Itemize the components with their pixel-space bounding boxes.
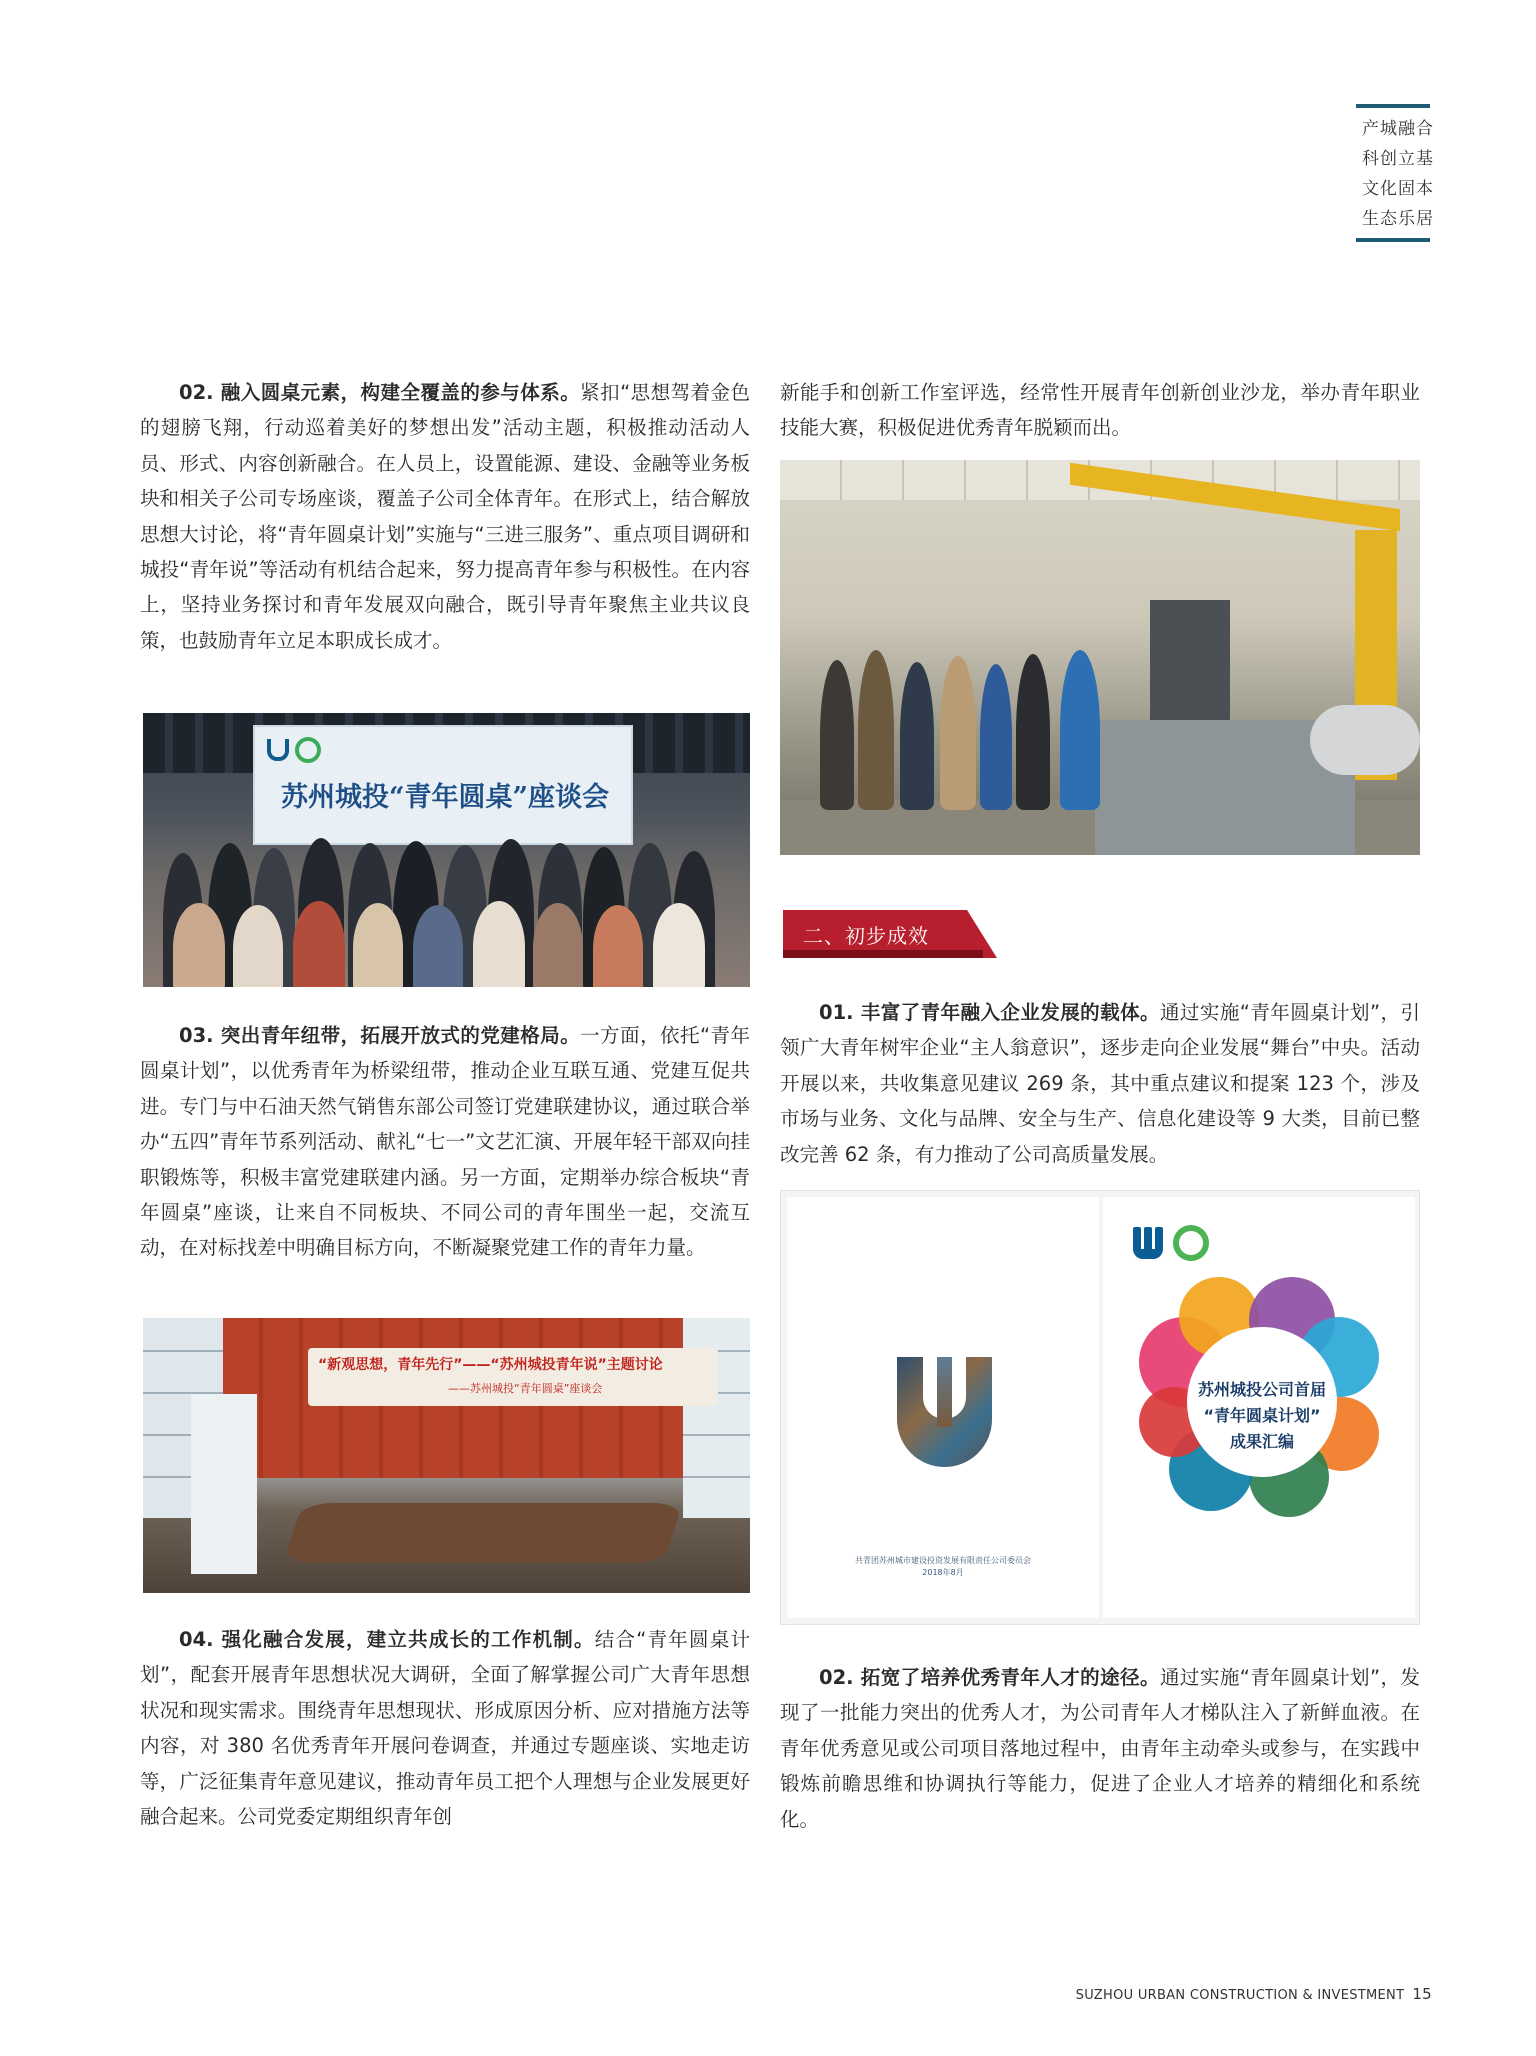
company-logo-icon (295, 737, 321, 763)
meeting-banner-subtitle: ——苏州城投“青年圆桌”座谈会 (448, 1382, 603, 1395)
right-column-block-2 (780, 995, 1420, 1172)
brochure-org-name: 共青团苏州城市建设投资发展有限责任公司委员会 (855, 1556, 1031, 1565)
meeting-banner (308, 1348, 718, 1406)
page-number: 15 (1412, 1985, 1432, 2003)
logo-arm (1144, 1227, 1152, 1251)
section-heading-shadow (783, 950, 983, 958)
person-figure (413, 905, 463, 987)
ventilation-duct (1310, 705, 1420, 775)
paragraph-result-02-body: 通过实施“青年圆桌计划”，发现了一批能力突出的优秀人才，为公司青年人才梯队注入了新鲜血液。在青年优秀意见或公司项目落地过程中，由青年主动牵头或参与，在实践中锻炼前瞻思维和协调执行等能力，促进了企业人才培养的精细化和系统化。 (780, 1666, 1420, 1831)
person-figure (940, 656, 976, 810)
left-column-block-2 (140, 1018, 750, 1266)
person-figure (233, 905, 283, 987)
brochure-date: 2018年8月 (922, 1568, 964, 1577)
photo-collage-logo-icon (897, 1357, 992, 1467)
lab-visitors (820, 650, 1120, 810)
brochure-title-line-1: 苏州城投公司首届 (1197, 1380, 1326, 1399)
logo-base (1133, 1249, 1163, 1259)
meeting-banner-title: “新观思想，青年先行”——“苏州城投青年说”主题讨论 (318, 1357, 663, 1373)
brochure-title-line-2: “青年圆桌计划” (1203, 1406, 1321, 1425)
company-logo-icon (1173, 1225, 1209, 1261)
brochure-back-cover (787, 1197, 1099, 1618)
publication-name: SUZHOU URBAN CONSTRUCTION & INVESTMENT (1075, 1988, 1405, 2003)
section-heading-notch (967, 910, 997, 958)
person-figure (820, 660, 854, 810)
right-column-block-3 (780, 1660, 1420, 1837)
brochure-publisher (827, 1555, 1059, 1579)
paragraph-03 (140, 1018, 750, 1266)
meeting-photo (143, 1318, 750, 1593)
left-column-block-3 (140, 1622, 750, 1834)
nav-rule-top (1356, 104, 1430, 108)
page-footer (1076, 1985, 1432, 2003)
nav-item-innovation: 科创立基 (1362, 149, 1434, 169)
person-figure (353, 903, 403, 987)
event-banner-title: 苏州城投“青年圆桌”座谈会 (280, 782, 610, 813)
paragraph-04 (140, 1622, 750, 1834)
paragraph-result-02 (780, 1660, 1420, 1837)
youth-league-logo-icon (267, 739, 289, 761)
nav-rule-bottom (1356, 238, 1430, 242)
person-figure (533, 903, 583, 987)
right-column-block-1 (780, 375, 1420, 446)
person-figure (858, 650, 894, 810)
section-nav-list (1362, 114, 1434, 234)
roll-up-banner (191, 1394, 257, 1574)
paragraph-04-lead: 04. 强化融合发展，建立共成长的工作机制。 (179, 1628, 595, 1651)
brochure-front-cover (1103, 1197, 1415, 1618)
nav-item-industry-city: 产城融合 (1362, 119, 1434, 139)
paragraph-02-body: 紧扣“思想驾着金色的翅膀飞翔，行动巡着美好的梦想出发”活动主题，积极推动活动人员、形式、内容创新融合。在人员上，设置能源、建设、金融等业务板块和相关子公司专场座谈，覆盖子公司全体青年。在形式上，结合解放思想大讨论，将“青年圆桌计划”实施与“三进三服务”、重点项目调研和城投“青年说”等活动有机结合起来，努力提高青年参与积极性。在内容上，坚持业务探讨和青年发展双向融合，既引导青年聚焦主业共议良策，也鼓励青年立足本职成长成才。 (140, 381, 750, 652)
paragraph-03-lead: 03. 突出青年纽带，拓展开放式的党建格局。 (179, 1024, 581, 1047)
colorful-circles-graphic (1139, 1277, 1379, 1517)
paragraph-result-01-lead: 01. 丰富了青年融入企业发展的载体。 (819, 1001, 1160, 1024)
crowd (153, 813, 743, 987)
paragraph-02-lead: 02. 融入圆桌元素，构建全覆盖的参与体系。 (179, 381, 581, 404)
section-heading-results (783, 910, 997, 958)
person-figure (653, 903, 705, 987)
paragraph-03-body: 一方面，依托“青年圆桌计划”，以优秀青年为桥梁纽带，推动企业互联互通、党建互促共进。专门与中石油天然气销售东部公司签订党建联建协议，通过联合举办“五四”青年节系列活动、献礼“七一”文艺汇演、开展年轻干部双向挂职锻炼等，积极丰富党建联建内涵。另一方面，定期举办综合板块“青年圆桌”座谈，让来自不同板块、不同公司的青年围坐一起，交流互动，在对标找差中明确目标方向，不断凝聚党建工作的青年力量。 (140, 1024, 750, 1260)
person-figure (173, 903, 225, 987)
person-figure (473, 901, 525, 987)
person-figure (1016, 654, 1050, 810)
nav-item-culture: 文化固本 (1362, 179, 1434, 199)
left-column-block-1 (140, 375, 750, 658)
section-heading-label: 二、初步成效 (803, 924, 929, 948)
paragraph-04-body: 结合“青年圆桌计划”，配套开展青年思想状况大调研，全面了解掌握公司广大青年思想状况和现实需求。围绕青年思想现状、形成原因分析、应对措施方法等内容，对 380 名优秀青年开展问卷调查，并通过专题座谈、实地走访等，广泛征集青年意见建议，推动青年员工把个人理想与企业发展更好融合起来。公司党委定期组织青年创 (140, 1628, 750, 1829)
paragraph-result-01 (780, 995, 1420, 1172)
logo-stem (937, 1357, 952, 1427)
nav-item-ecology: 生态乐居 (1362, 209, 1434, 229)
brochure-title (1187, 1377, 1337, 1455)
person-figure (900, 662, 934, 810)
paragraph-result-02-lead: 02. 拓宽了培养优秀青年人才的途径。 (819, 1666, 1160, 1689)
logo-arm (1133, 1227, 1141, 1251)
circle-center (1187, 1327, 1337, 1477)
brochure-title-line-3: 成果汇编 (1229, 1432, 1294, 1451)
group-photo (143, 713, 750, 987)
person-figure (293, 901, 345, 987)
paragraph-continued: 新能手和创新工作室评选，经常性开展青年创新创业沙龙，举办青年职业技能大赛，积极促进优秀青年脱颖而出。 (780, 381, 1420, 440)
person-figure (1060, 650, 1100, 810)
youth-league-logo-icon (1133, 1227, 1163, 1259)
person-figure (980, 664, 1012, 810)
lab-photo (780, 460, 1420, 855)
paragraph-result-01-body: 通过实施“青年圆桌计划”，引领广大青年树牢企业“主人翁意识”，逐步走向企业发展“舞台”中央。活动开展以来，共收集意见建议 269 条，其中重点建议和提案 123 个，涉及市场与业务、文化与品牌、安全与生产、信息化建设等 9 大类，目前已整改完善 62 条，有力推动了公司高质量发展。 (780, 1001, 1420, 1166)
brochure-spread-photo (780, 1190, 1420, 1625)
paragraph-02 (140, 375, 750, 658)
person-figure (593, 905, 643, 987)
equipment-cabinet (1150, 600, 1230, 720)
logo-arm (1155, 1227, 1163, 1251)
conference-table (283, 1503, 682, 1563)
